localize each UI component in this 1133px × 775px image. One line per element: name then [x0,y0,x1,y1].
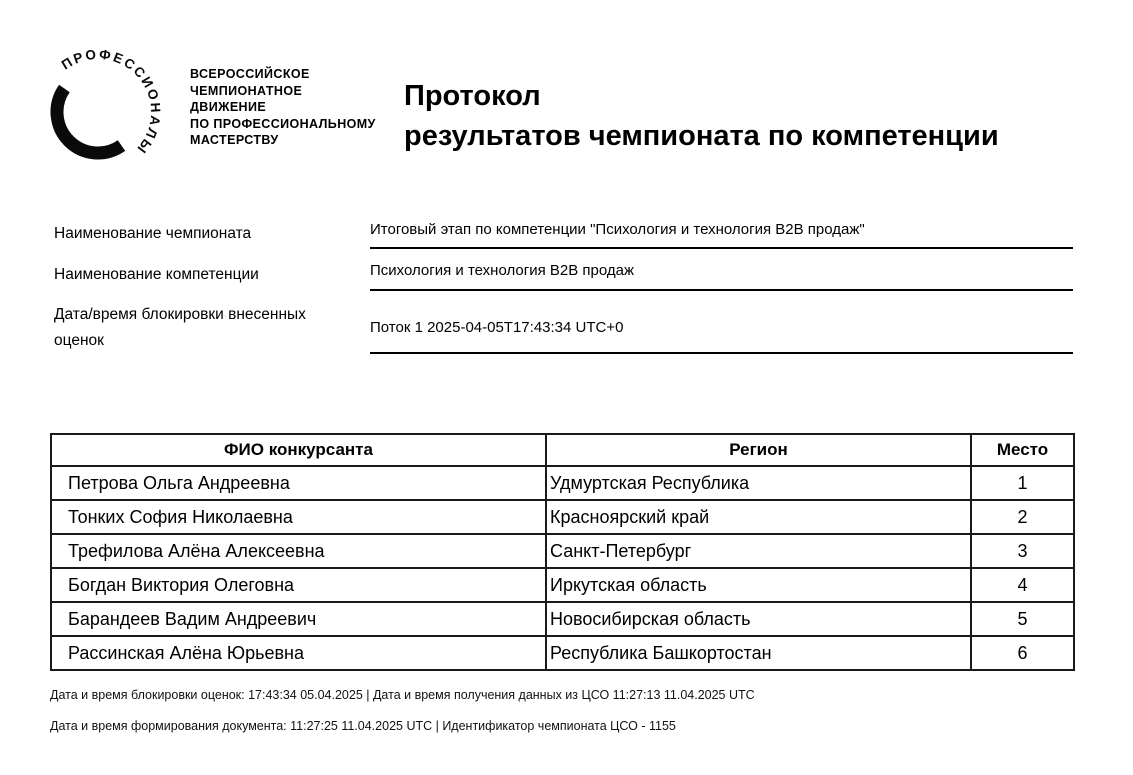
results-table [50,433,1075,671]
org-name-line: ПО ПРОФЕССИОНАЛЬНОМУ [190,116,376,131]
field-value-championship-name: Итоговый этап по компетенции "Психология и технология B2B продаж" [370,221,1073,249]
cell-region: Красноярский край [546,500,971,534]
org-name [190,66,380,149]
cell-fio: Петрова Ольга Андреевна [51,466,546,500]
professionals-logo-icon [36,40,166,170]
table-header-row [51,434,1074,466]
table-row [51,500,1074,534]
cell-fio: Тонких София Николаевна [51,500,546,534]
cell-place: 2 [971,500,1074,534]
org-name-line: МАСТЕРСТВУ [190,133,279,147]
cell-region: Иркутская область [546,568,971,602]
cell-region: Санкт-Петербург [546,534,971,568]
cell-place: 4 [971,568,1074,602]
table-row [51,534,1074,568]
cell-region: Удмуртская Республика [546,466,971,500]
cell-place: 5 [971,602,1074,636]
cell-fio: Барандеев Вадим Андреевич [51,602,546,636]
org-name-line: ЧЕМПИОНАТНОЕ [190,83,303,98]
cell-place: 3 [971,534,1074,568]
field-label-competence-name: Наименование компетенции [54,266,259,283]
document-title-line1: Протокол [404,80,541,112]
field-label-championship-name: Наименование чемпионата [54,225,252,242]
field-label-lock-datetime: Дата/время блокировки внесенных оценок [54,306,306,349]
cell-fio: Рассинская Алёна Юрьевна [51,636,546,670]
logo-circle-text: ПРОФЕССИОНАЛЫ [58,46,164,158]
field-value-competence-name: Психология и технология B2B продаж [370,262,1073,291]
column-header-fio: ФИО конкурсанта [51,434,546,466]
table-row [51,602,1074,636]
field-value-lock-datetime: Поток 1 2025-04-05T17:43:34 UTC+0 [370,319,1073,354]
cell-place: 6 [971,636,1074,670]
cell-place: 1 [971,466,1074,500]
org-name-line: ВСЕРОССИЙСКОЕ [190,67,310,81]
table-row [51,636,1074,670]
document-title-line2: результатов чемпионата по компетенции [404,120,999,152]
column-header-region: Регион [546,434,971,466]
cell-fio: Богдан Виктория Олеговна [51,568,546,602]
table-row [51,568,1074,602]
footer-generated-and-id-info: Дата и время формирования документа: 11:27:25 11.04.2025 UTC | Идентификатор чемпионата ЦСО - 1155 [50,719,676,733]
cell-fio: Трефилова Алёна Алексеевна [51,534,546,568]
cell-region: Республика Башкортостан [546,636,971,670]
logo-arc [57,89,122,154]
org-name-line: ДВИЖЕНИЕ [190,100,267,114]
table-row [51,466,1074,500]
footer-lock-and-received-info: Дата и время блокировки оценок: 17:43:34 05.04.2025 | Дата и время получения данных из ЦСО 11:27:13 11.04.2025 UTC [50,688,755,702]
cell-region: Новосибирская область [546,602,971,636]
column-header-place: Место [971,434,1074,466]
document-title [404,76,1104,156]
